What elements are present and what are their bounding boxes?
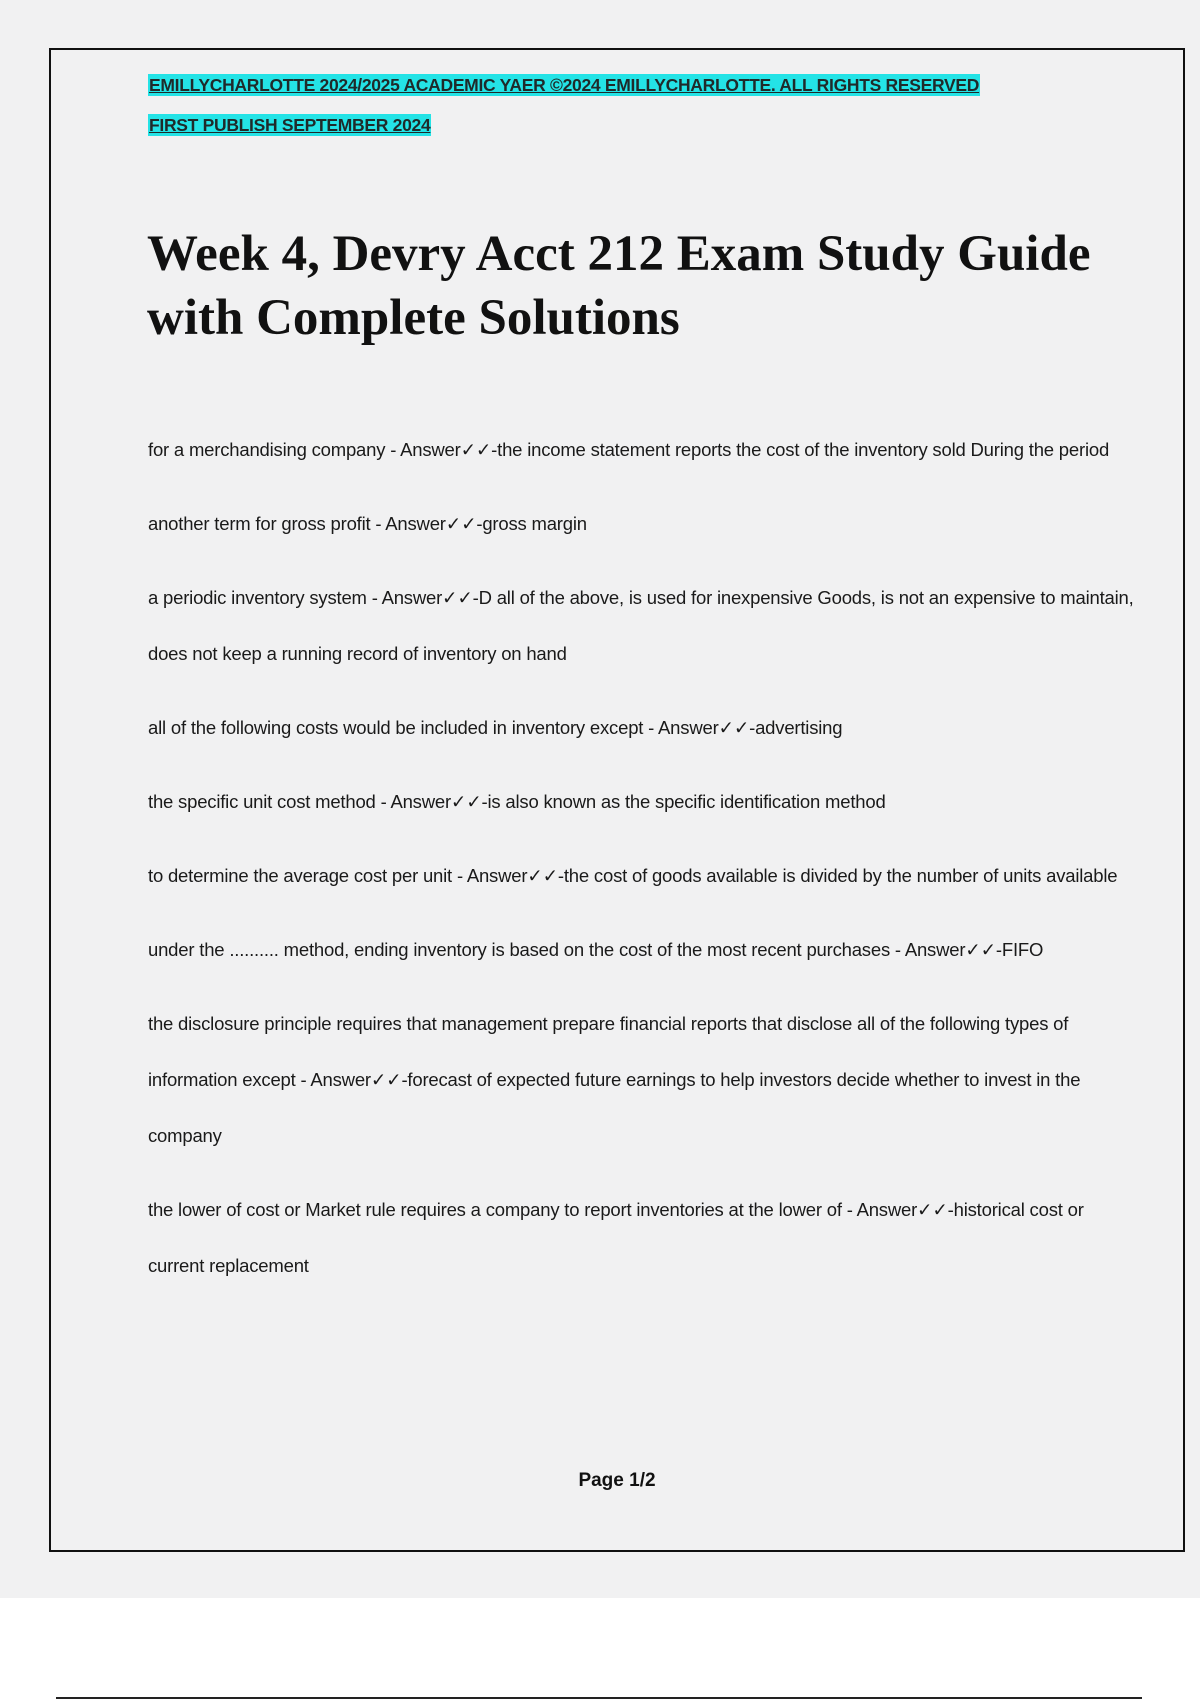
copyright-line: EMILLYCHARLOTTE 2024/2025 ACADEMIC YAER ©2024 EMILLYCHARLOTTE. ALL RIGHTS RESERVED [149,75,980,95]
publish-line: FIRST PUBLISH SEPTEMBER 2024 [149,115,431,135]
page-number: Page 1/2 [578,1470,656,1491]
qa-item: the disclosure principle requires that management prepare financial reports that disclose all of the following types of information except - Answer✓✓-forecast of expected future earnings to help investors decide whether to invest in the company [148,1013,1081,1146]
qa-item: the lower of cost or Market rule requires a company to report inventories at the lower of - Answer✓✓-historical cost or current replacement [148,1199,1084,1276]
qa-item: the specific unit cost method - Answer✓✓-is also known as the specific identification method [148,791,886,812]
qa-item: another term for gross profit - Answer✓✓-gross margin [148,513,587,534]
page-divider [56,1697,1142,1699]
qa-item: a periodic inventory system - Answer✓✓-D all of the above, is used for inexpensive Goods, is not an expensive to maintain, does not keep a running record of inventory on hand [148,587,1134,664]
next-page-area [0,1598,1200,1700]
header-banner [148,74,980,154]
qa-item: under the .......... method, ending inventory is based on the cost of the most recent purchases - Answer✓✓-FIFO [148,939,1044,960]
qa-item: to determine the average cost per unit - Answer✓✓-the cost of goods available is divided by the number of units available [148,865,1118,886]
document-page [49,48,1185,1552]
qa-item: for a merchandising company - Answer✓✓-the income statement reports the cost of the inventory sold During the period [148,439,1110,460]
qa-item: all of the following costs would be included in inventory except - Answer✓✓-advertising [148,717,843,738]
qa-list [148,422,1138,1312]
document-title: Week 4, Devry Acct 212 Exam Study Guide with Complete Solutions [147,226,1091,346]
